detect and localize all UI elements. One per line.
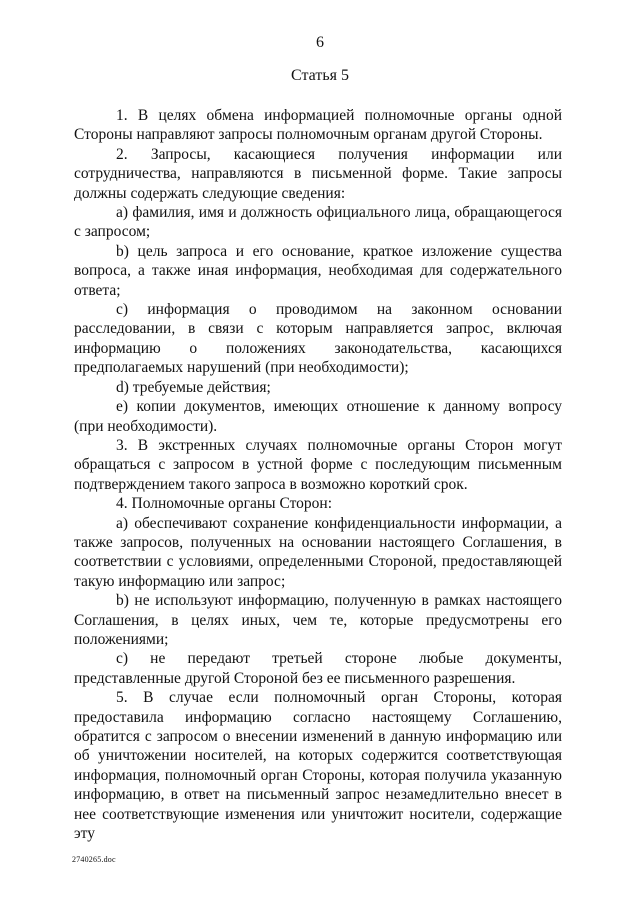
paragraph-1: 1. В целях обмена информацией полномочные органы одной Стороны направляют запросы полномочным органам другой Стороны. xyxy=(74,107,562,144)
article-body xyxy=(74,106,562,843)
page-number: 6 xyxy=(316,34,324,51)
paragraph-4a: a) обеспечивают сохранение конфиденциальности информации, а также запросов, полученных на основании настоящего Соглашения, в соответствии с условиями, определенными Стороной, предоставляющей такую информацию или запрос; xyxy=(74,514,562,590)
paragraph-3: 3. В экстренных случаях полномочные органы Сторон могут обращаться с запросом в устной форме с последующим письменным подтверждением такого запроса в возможно короткий срок. xyxy=(74,436,562,493)
document-file-code: 2740265.doc xyxy=(72,855,116,864)
paragraph-2e: e) копии документов, имеющих отношение к данному вопросу (при необходимости). xyxy=(74,398,562,435)
paragraph-4: 4. Полномочные органы Сторон: xyxy=(116,495,333,513)
paragraph-2: 2. Запросы, касающиеся получения информации или сотрудничества, направляются в письменной форме. Такие запросы должны содержать следующие сведения: xyxy=(74,145,562,202)
paragraph-2c: c) информация о проводимом на законном основании расследовании, в связи с которым направляется запрос, включая информацию о положениях законодательства, касающихся предполагаемых нарушений (при необходимости); xyxy=(74,301,562,377)
paragraph-4b: b) не используют информацию, полученную в рамках настоящего Соглашения, в целях иных, чем те, которые предусмотрены его положениями; xyxy=(74,592,562,648)
paragraph-2a: a) фамилия, имя и должность официального лица, обращающегося с запросом; xyxy=(74,204,562,241)
paragraph-4c: c) не передают третьей стороне любые документы, представленные другой Стороной без ее письменного разрешения. xyxy=(74,650,562,687)
paragraph-5: 5. В случае если полномочный орган Стороны, которая предоставила информацию согласно настоящему Соглашению, обратится с запросом о внесении изменений в данную информацию или об уничтожении носителей, на которых содержится соответствующая информация, полномочный орган Стороны, которая получила указанную информацию, в ответ на письменный запрос незамедлительно внесет в нее соответствующие изменения или уничтожит носители, содержащие эту xyxy=(74,689,562,843)
paragraph-2d: d) требуемые действия; xyxy=(116,378,271,396)
article-title: Статья 5 xyxy=(291,67,349,84)
paragraph-2b: b) цель запроса и его основание, краткое изложение существа вопроса, а также иная информация, необходимая для содержательного ответа; xyxy=(74,242,562,299)
